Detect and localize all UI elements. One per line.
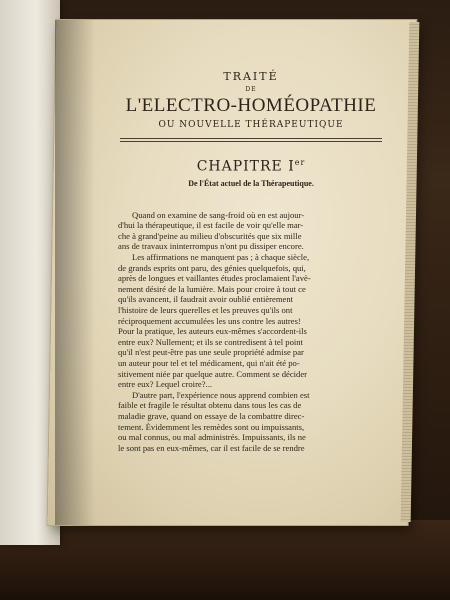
text-line: ou mal connus, ou mal administrés. Impuissants, ils ne (118, 432, 306, 443)
text-line: entre eux? Lequel croire?... (118, 379, 212, 390)
text-line: Quand on examine de sang-froid où en est aujour- (132, 209, 305, 220)
text-line: Les affirmations ne manquent pas ; à chaque siècle, (132, 252, 310, 263)
text-line: faible et fragile le résultat obtenu dans tous les cas de (118, 400, 302, 411)
text-line: sitivement niée par quelque autre. Comment se décider (118, 368, 307, 379)
text-line: Pour la pratique, les auteurs eux-mêmes s'accordent-ils (118, 326, 307, 337)
chapter-subtitle: De l'État actuel de la Thérapeutique. (188, 178, 314, 188)
title-de: DE (245, 86, 257, 93)
subtitle: OU NOUVELLE THÉRAPEUTIQUE (158, 120, 344, 130)
body-text (118, 210, 384, 454)
text-line: de grands esprits ont paru, des génies quelquefois, qui, (118, 262, 306, 273)
text-line: maladie grave, quand on essaye de la combattre direc- (118, 410, 305, 421)
text-line: après de longues et vaillantes études proclamaient l'avè- (118, 273, 311, 284)
chapter-label: CHAPITRE I (196, 158, 295, 175)
text-line: nement désiré de la lumière. Mais pour croire à tout ce (118, 283, 306, 294)
chapter-superscript: er (294, 158, 306, 167)
text-line: d'hui la thérapeutique, il est facile de voir qu'elle mar- (118, 220, 304, 231)
gutter-shadow (55, 20, 95, 525)
text-line: che à grand'peine au milieu d'obscurités que six mille (118, 230, 302, 241)
title-small: TRAITÉ (223, 70, 279, 83)
main-title: L'ELECTRO-HOMÉOPATHIE (125, 95, 377, 116)
text-line: D'autre part, l'expérience nous apprend combien est (132, 389, 310, 400)
text-line: qu'il n'est peut-être pas une seule propriété admise par (118, 347, 304, 358)
text-line: le sont pas en eux-mêmes, car il est facile de se rendre (118, 442, 305, 453)
text-line: tement. Évidemment les remèdes sont ou impuissants, (118, 421, 305, 432)
text-line: l'histoire de leurs querelles et les preuves qu'ils ont (118, 305, 293, 315)
double-rule (120, 138, 382, 142)
text-line: entre eux? Nullement; et ils se contredisent à tel point (118, 336, 303, 347)
chapter-heading (118, 158, 384, 175)
text-line: un auteur pour tel et tel médicament, qui n'ait été po- (118, 357, 300, 368)
wooden-table (0, 520, 450, 600)
text-line: réciproquement accumulées les uns contre les autres! (118, 315, 301, 326)
page-content (118, 70, 384, 453)
text-line: ans de travaux ininterrompus n'ont pu dissiper encore. (118, 241, 304, 252)
text-line: qu'ils avancent, il faudrait avoir oublié entièrement (118, 294, 294, 305)
